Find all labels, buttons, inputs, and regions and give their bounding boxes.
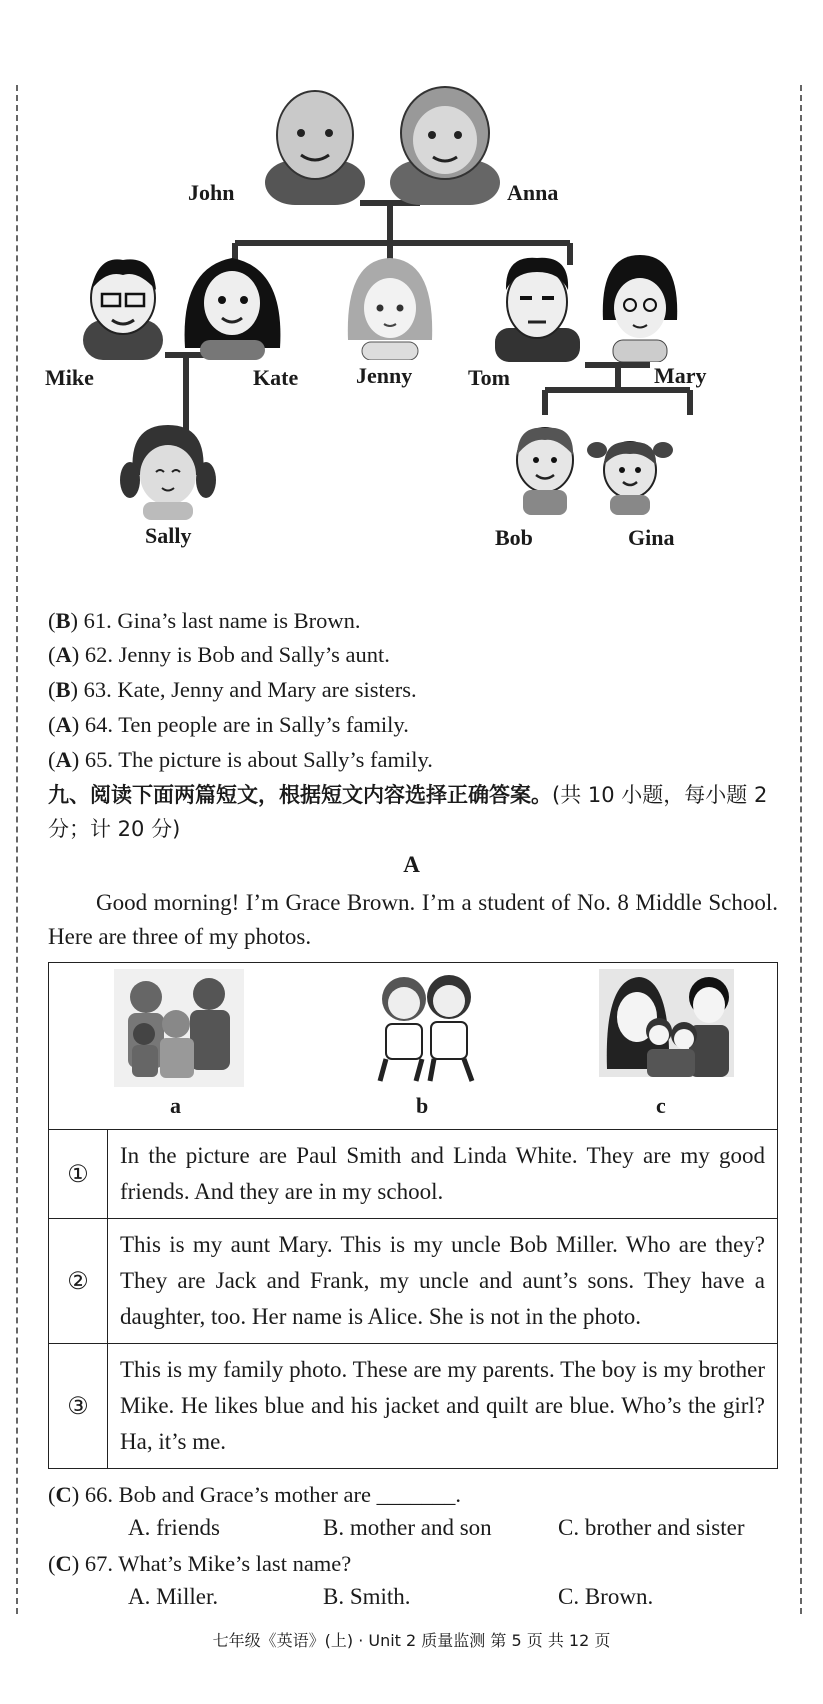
name-jenny: Jenny [356, 363, 413, 388]
photo-c-label: c [656, 1093, 666, 1118]
john-portrait [255, 85, 375, 205]
question-64: (A) 64. Ten people are in Sally’s family. [48, 712, 409, 737]
row-1-text: In the picture are Paul Smith and Linda White. They are my good friends. And they are in my school. [108, 1130, 778, 1219]
question-63: (B) 63. Kate, Jenny and Mary are sisters. [48, 677, 417, 702]
photo-table [48, 962, 778, 1469]
name-mike: Mike [45, 365, 94, 390]
question-66-stem: ) 66. Bob and Grace’s mother are _______. [71, 1482, 462, 1507]
mike-portrait [78, 250, 168, 360]
section-nine-title: 九、阅读下面两篇短文，根据短文内容选择正确答案。 [48, 783, 552, 807]
passage-a-intro: Good morning! I’m Grace Brown. I’m a student of No. 8 Middle School. Here are three of my photos. [48, 890, 778, 949]
left-cut-line [16, 85, 18, 1614]
answer-66: C [55, 1482, 72, 1507]
mary-portrait [595, 250, 685, 362]
question-66-option-a: A. friends [128, 1515, 220, 1540]
photo-c-image [599, 969, 734, 1077]
section-nine-scoring: (共 10 小题，每小题 2 分；计 20 分) [48, 783, 768, 841]
section-nine-heading [48, 778, 778, 846]
table-row [49, 1219, 778, 1344]
right-cut-line [800, 85, 802, 1614]
question-61: (B) 61. Gina’s last name is Brown. [48, 608, 361, 633]
question-62: (A) 62. Jenny is Bob and Sally’s aunt. [48, 642, 390, 667]
row-3-number: ③ [49, 1344, 108, 1469]
family-tree [40, 85, 780, 595]
question-65: (A) 65. The picture is about Sally’s family. [48, 747, 433, 772]
name-anna: Anna [507, 180, 559, 205]
table-row [49, 1344, 778, 1469]
row-2-number: ② [49, 1219, 108, 1344]
photo-row [49, 963, 778, 1130]
name-kate: Kate [253, 365, 299, 390]
table-row [49, 1130, 778, 1219]
answer-61: B [55, 608, 71, 633]
question-66-option-c: C. brother and sister [558, 1515, 745, 1540]
question-66-option-b: B. mother and son [323, 1515, 492, 1540]
name-gina: Gina [628, 525, 675, 550]
name-john: John [188, 180, 235, 205]
name-bob: Bob [495, 525, 533, 550]
question-67-stem: ) 67. What’s Mike’s last name? [71, 1551, 352, 1576]
tom-portrait [490, 250, 585, 362]
question-67-option-c: C. Brown. [558, 1584, 654, 1609]
bob-portrait [508, 420, 583, 515]
answer-65: A [55, 747, 72, 772]
row-2-text: This is my aunt Mary. This is my uncle Bob Miller. Who are they? They are Jack and Frank, my uncle and aunt’s sons. They have a daughter, too. Her name is Alice. She is not in the photo. [108, 1219, 778, 1344]
sally-portrait [118, 420, 218, 520]
question-64-text: ) 64. Ten people are in Sally’s family. [71, 712, 409, 737]
question-67: (C) 67. What’s Mike’s last name? [48, 1551, 352, 1576]
passage-a-heading: A [403, 852, 420, 877]
question-63-text: ) 63. Kate, Jenny and Mary are sisters. [70, 677, 417, 702]
question-66: (C) 66. Bob and Grace’s mother are _______. [48, 1482, 462, 1507]
answer-63: B [55, 677, 71, 702]
answer-62: A [55, 642, 72, 667]
question-67-option-a: A. Miller. [128, 1584, 219, 1609]
row-1-number: ① [49, 1130, 108, 1219]
photo-a-label: a [170, 1093, 181, 1118]
photo-a-image [114, 969, 244, 1087]
name-sally: Sally [145, 523, 192, 548]
question-65-text: ) 65. The picture is about Sally’s family. [71, 747, 433, 772]
question-67-option-b: B. Smith. [323, 1584, 411, 1609]
page-footer: 七年级《英语》(上) · Unit 2 质量监测 第 5 页 共 12 页 [212, 1631, 611, 1650]
row-3-text: This is my family photo. These are my parents. The boy is my brother Mike. He likes blue and his jacket and quilt are blue. Who’s the girl? Ha, it’s me. [108, 1344, 778, 1469]
kate-portrait [180, 248, 285, 360]
photo-b-label: b [416, 1093, 429, 1118]
gina-portrait [585, 430, 675, 515]
answer-64: A [55, 712, 72, 737]
photo-b-image [364, 969, 489, 1087]
name-mary: Mary [654, 363, 707, 388]
question-62-text: ) 62. Jenny is Bob and Sally’s aunt. [71, 642, 390, 667]
anna-portrait [385, 85, 505, 205]
name-tom: Tom [468, 365, 510, 390]
question-61-text: ) 61. Gina’s last name is Brown. [70, 608, 361, 633]
answer-67: C [55, 1551, 72, 1576]
jenny-portrait [340, 250, 440, 360]
